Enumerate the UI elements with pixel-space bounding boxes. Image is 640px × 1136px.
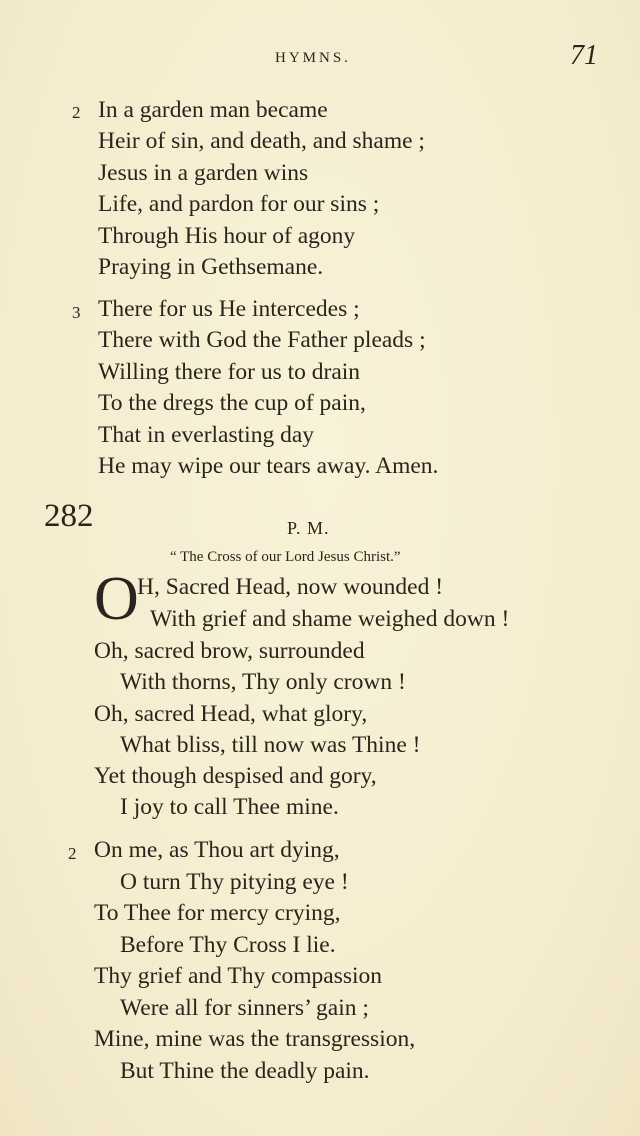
verse-line: Mine, mine was the transgression, — [94, 1026, 416, 1052]
verse-line: Praying in Gethsemane. — [98, 254, 324, 280]
verse-line: Through His hour of agony — [98, 223, 356, 249]
verse-line: Jesus in a garden wins — [98, 160, 309, 186]
verse-line: To the dregs the cup of pain, — [98, 390, 366, 416]
verse-line: In a garden man became — [98, 97, 328, 123]
verse-line: Oh, sacred Head, what glory, — [94, 701, 368, 727]
verse-line: Life, and pardon for our sins ; — [98, 191, 380, 217]
verse-line: To Thee for mercy crying, — [94, 900, 341, 926]
verse-line: He may wipe our tears away. Amen. — [98, 453, 439, 479]
page-number: 71 — [570, 40, 598, 71]
verse-line: There with God the Father pleads ; — [98, 327, 426, 353]
verse-line: I joy to call Thee mine. — [120, 794, 339, 820]
verse-line: But Thine the deadly pain. — [120, 1058, 370, 1084]
verse-number: 2 — [68, 844, 77, 863]
verse-line: What bliss, till now was Thine ! — [120, 732, 421, 758]
hymn-meter: P. M. — [287, 518, 330, 538]
verse-line: O turn Thy pitying eye ! — [120, 869, 349, 895]
verse-line: With grief and shame weighed down ! — [150, 606, 510, 632]
verse-number: 2 — [72, 103, 81, 122]
verse-line: That in everlasting day — [98, 422, 314, 448]
verse-line: Oh, sacred brow, surrounded — [94, 638, 365, 664]
verse-line: There for us He intercedes ; — [98, 296, 360, 322]
verse-line: H, Sacred Head, now wounded ! — [137, 574, 444, 600]
verse-line: On me, as Thou art dying, — [94, 837, 340, 863]
verse-line: Heir of sin, and death, and shame ; — [98, 128, 425, 154]
hymn-number: 282 — [44, 498, 94, 534]
verse-line: Were all for sinners’ gain ; — [120, 995, 369, 1021]
running-head: HYMNS. — [275, 50, 351, 66]
hymn-epigraph: “ The Cross of our Lord Jesus Christ.” — [170, 549, 401, 565]
verse-number: 3 — [72, 303, 81, 322]
drop-cap: O — [94, 565, 139, 633]
verse-line: With thorns, Thy only crown ! — [120, 669, 406, 695]
verse-line: Willing there for us to drain — [98, 359, 361, 385]
verse-line: Thy grief and Thy compassion — [94, 963, 383, 989]
verse-line: Yet though despised and gory, — [94, 763, 377, 789]
verse-line: Before Thy Cross I lie. — [120, 932, 336, 958]
